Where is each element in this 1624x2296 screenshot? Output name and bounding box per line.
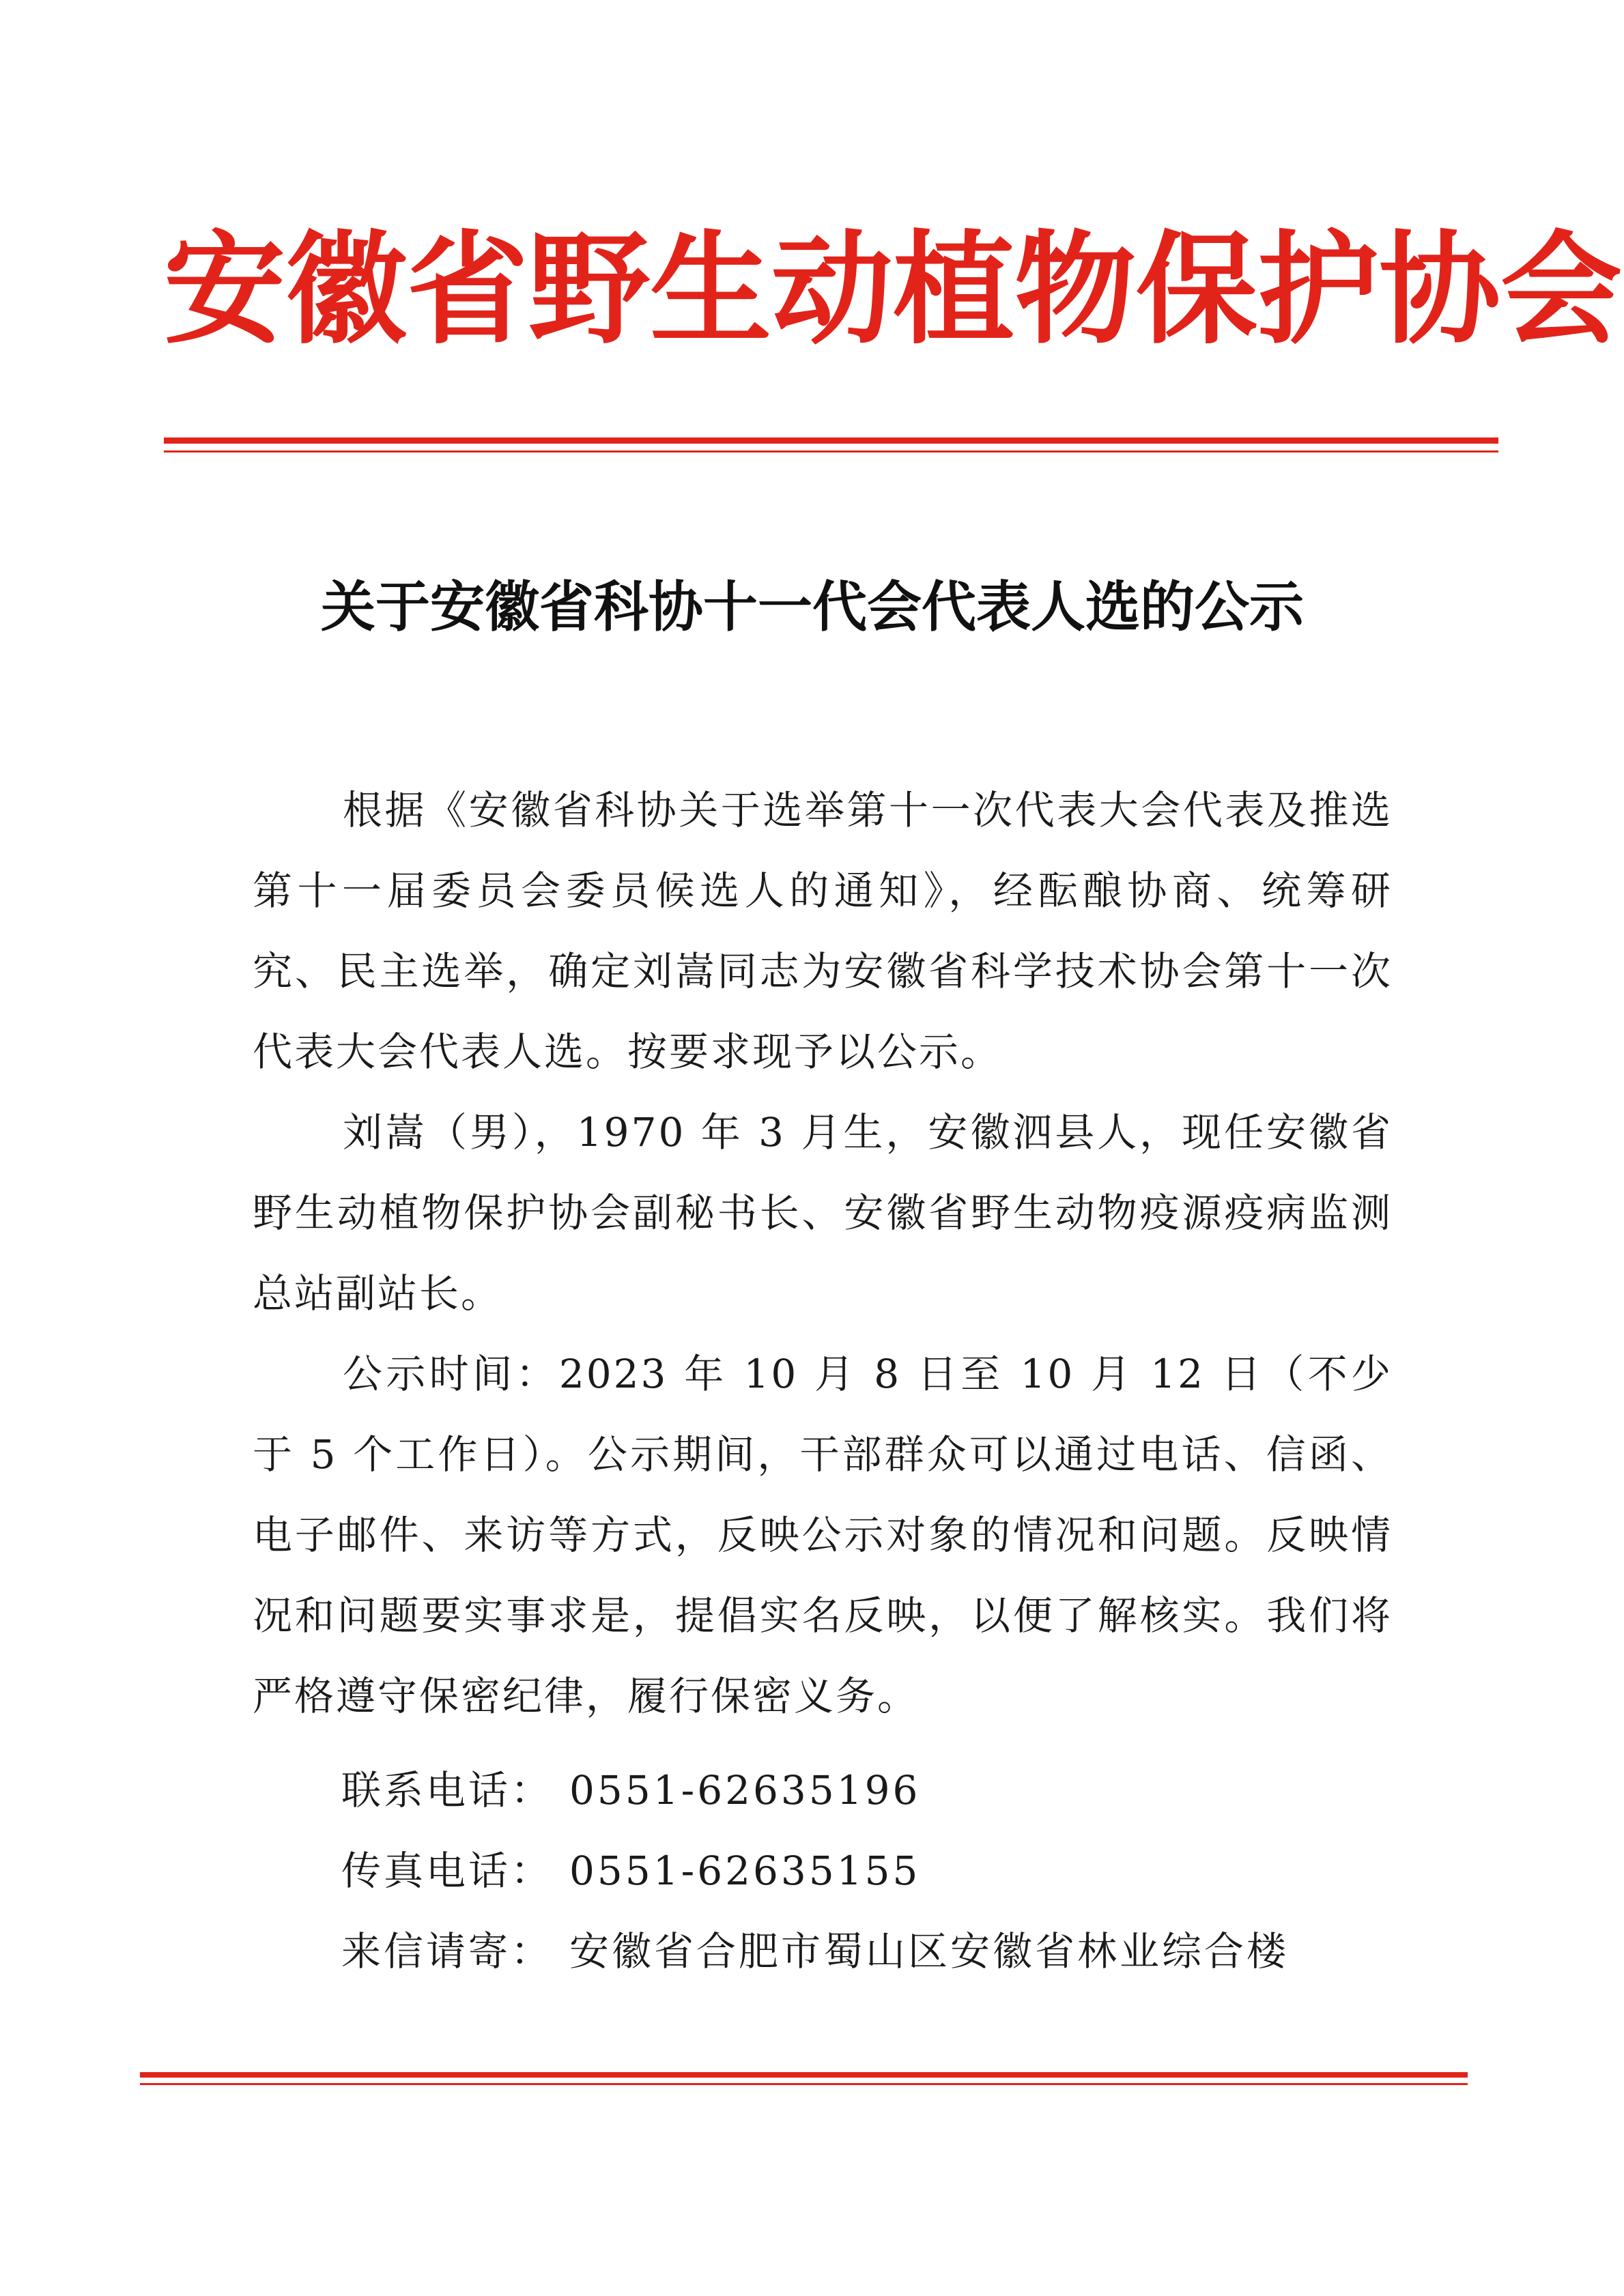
letterhead-rule-thin <box>164 450 1498 453</box>
contact-address-label: 来信请寄： <box>341 1928 554 1975</box>
paragraph-basis: 根据《安徽省科协关于选举第十一次代表大会代表及推选第十一届委员会委员候选人的通知》，经酝酿协商、统筹研究、民主选举，确定刘嵩同志为安徽省科学技术协会第十一次代表大会代表人选。按要求现予以公示。 <box>253 787 1393 1075</box>
organization-letterhead: 安徽省野生动植物保护协会 <box>164 219 1622 360</box>
footer-rule-thin <box>140 2083 1468 2085</box>
contact-fax-label: 传真电话： <box>341 1848 554 1894</box>
contact-phone-line <box>341 1750 1406 1831</box>
document-title: 关于安徽省科协十一代会代表人选的公示 <box>321 575 1304 639</box>
contact-fax-value: 0551-62635155 <box>569 1848 921 1894</box>
paragraph-publicity-period: 公示时间：2023 年 10 月 8 日至 10 月 12 日（不少于 5 个工作日）。公示期间，干部群众可以通过电话、信函、电子邮件、来访等方式，反映公示对象的情况和问题。反映情况和问题要实事求是，提倡实名反映，以便了解核实。我们将严格遵守保密纪律，履行保密义务。 <box>253 1351 1393 1719</box>
letterhead-rule-thick <box>164 437 1498 444</box>
document-body <box>253 770 1393 1736</box>
paragraph-candidate-profile: 刘嵩（男），1970 年 3 月生，安徽泗县人，现任安徽省野生动植物保护协会副秘书长、安徽省野生动物疫源疫病监测总站副站长。 <box>253 1109 1393 1317</box>
footer-rule-thick <box>140 2072 1468 2078</box>
contact-phone-value: 0551-62635196 <box>569 1767 921 1813</box>
contact-fax-line <box>341 1831 1406 1911</box>
contact-address-value: 安徽省合肥市蜀山区安徽省林业综合楼 <box>569 1928 1290 1975</box>
contact-address-line <box>341 1911 1406 1992</box>
contact-phone-label: 联系电话： <box>341 1767 554 1813</box>
